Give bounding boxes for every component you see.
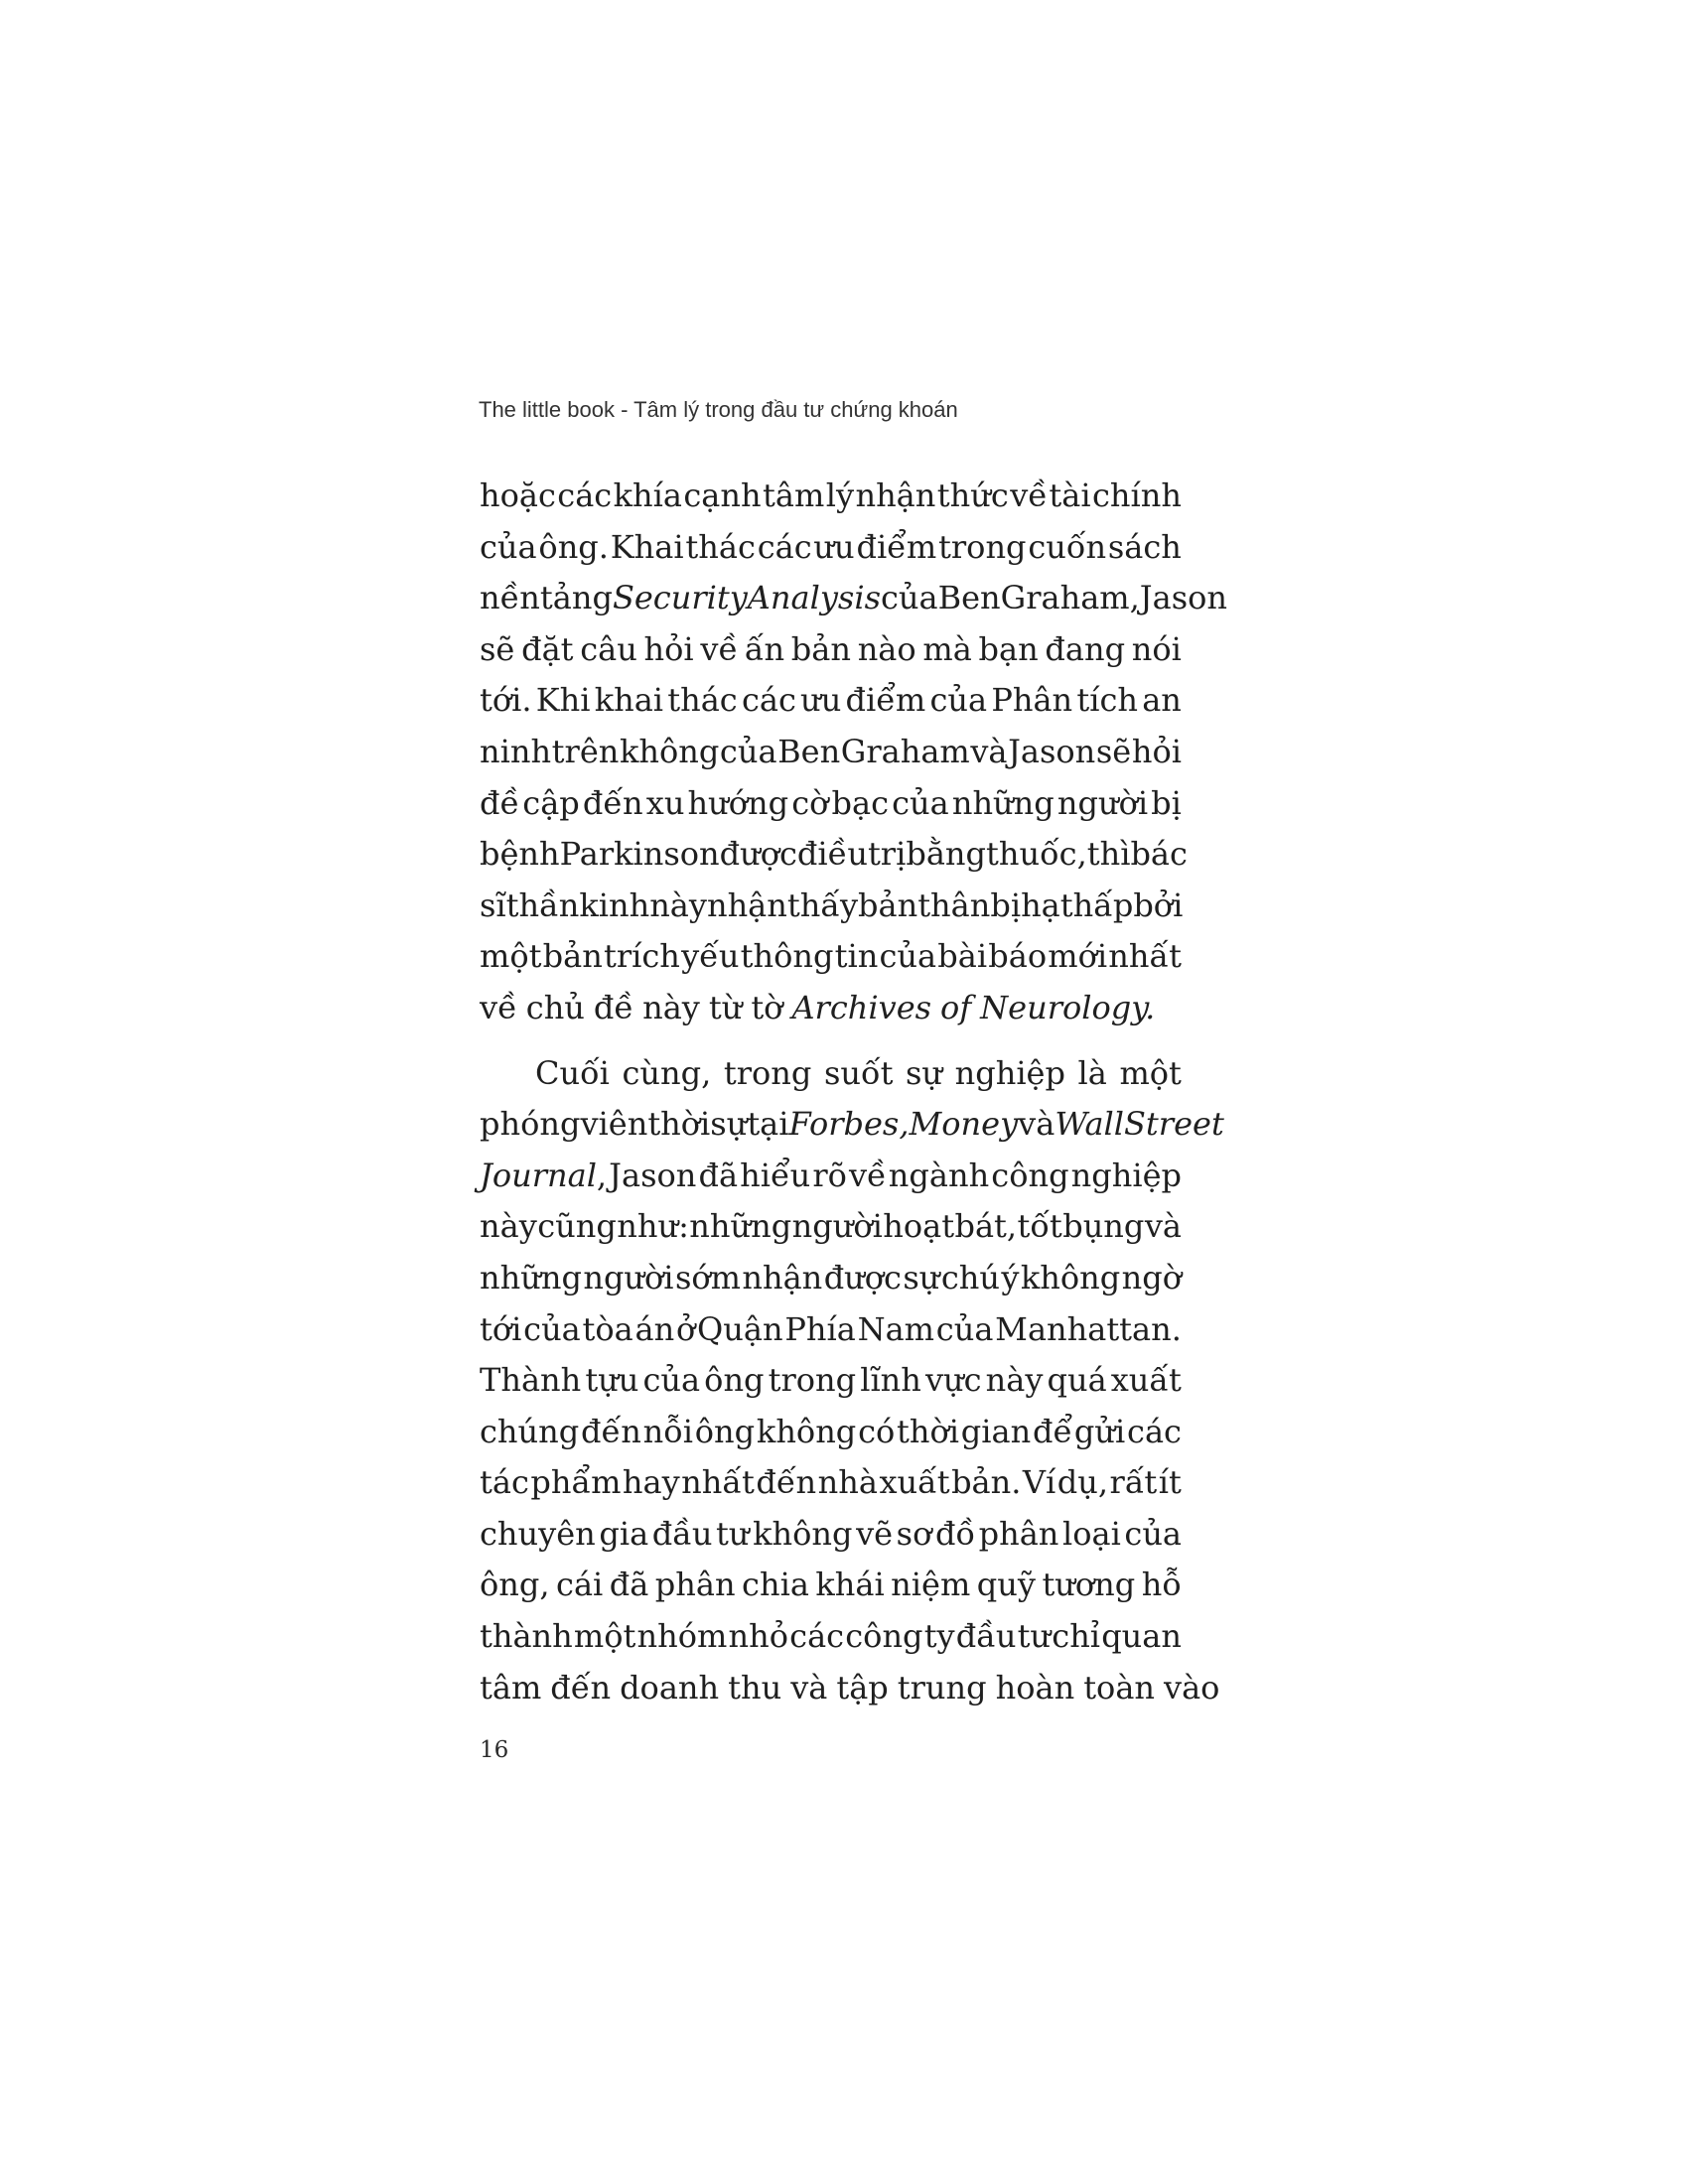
word: đã bbox=[698, 1156, 739, 1194]
body-text bbox=[480, 471, 1227, 1713]
word: , bbox=[596, 1156, 608, 1194]
word: này bbox=[480, 1207, 537, 1246]
word: và bbox=[970, 732, 1008, 770]
word: bị bbox=[990, 886, 1022, 924]
word: tảng bbox=[539, 579, 613, 617]
word: bị bbox=[1151, 783, 1182, 822]
word: ít bbox=[1158, 1463, 1182, 1502]
word: khai bbox=[594, 681, 664, 720]
word: này bbox=[649, 886, 707, 924]
word: của bbox=[880, 579, 938, 617]
word: nỗi bbox=[642, 1412, 693, 1450]
word: vực bbox=[924, 1361, 982, 1400]
word: nhất bbox=[1108, 937, 1182, 976]
text-line bbox=[480, 1304, 1182, 1356]
word: đầu bbox=[651, 1514, 713, 1553]
word: được bbox=[719, 835, 797, 874]
word: bằng bbox=[906, 835, 986, 874]
word: sẽ bbox=[480, 629, 515, 668]
word: tựu bbox=[585, 1361, 639, 1400]
word: ty bbox=[923, 1617, 955, 1656]
word: Ví bbox=[1022, 1463, 1056, 1502]
word: hỏi bbox=[643, 629, 694, 668]
word: tới bbox=[480, 1309, 522, 1348]
word: trong bbox=[938, 527, 1027, 566]
word: phân bbox=[654, 1566, 736, 1604]
word: thác bbox=[685, 527, 756, 566]
word: lĩnh bbox=[860, 1361, 921, 1400]
word: nhất bbox=[681, 1463, 755, 1502]
word: quan bbox=[1101, 1617, 1182, 1656]
word: đến bbox=[582, 783, 643, 822]
word: nghiệp bbox=[1070, 1156, 1182, 1194]
word: xuất bbox=[1110, 1361, 1182, 1400]
word: Parkinson bbox=[559, 835, 720, 874]
word: hoạt bbox=[883, 1207, 955, 1246]
word: bệnh bbox=[480, 835, 560, 874]
word: sách bbox=[1107, 527, 1182, 566]
word: ninh bbox=[480, 732, 552, 770]
word: ưu bbox=[813, 527, 855, 566]
text-line bbox=[480, 1355, 1182, 1407]
text-line bbox=[480, 1048, 1182, 1100]
word: câu bbox=[580, 629, 637, 668]
text-line bbox=[480, 931, 1182, 983]
word: vào bbox=[1164, 1668, 1220, 1706]
word: quá bbox=[1047, 1361, 1107, 1400]
word: suốt bbox=[823, 1053, 894, 1092]
word: bản bbox=[858, 886, 918, 924]
word: những bbox=[951, 783, 1055, 822]
word: nhận bbox=[742, 1258, 823, 1297]
word: chỉ bbox=[1052, 1617, 1101, 1656]
word: bạc bbox=[831, 783, 889, 822]
word: vẽ bbox=[856, 1514, 894, 1553]
word: đầu bbox=[955, 1617, 1017, 1656]
word: cờ bbox=[791, 783, 829, 822]
paragraph bbox=[480, 471, 1227, 1034]
text-line bbox=[480, 778, 1182, 830]
text-line bbox=[480, 471, 1182, 522]
italic-word: Security bbox=[612, 579, 748, 617]
word: bạn bbox=[978, 629, 1039, 668]
word: bác bbox=[1130, 835, 1188, 874]
word: các bbox=[1127, 1412, 1182, 1450]
word: hoặc bbox=[480, 477, 556, 514]
word: nhỏ bbox=[728, 1617, 789, 1656]
word: hiểu bbox=[740, 1156, 811, 1194]
text-line bbox=[480, 1611, 1182, 1663]
word: không bbox=[756, 1412, 857, 1450]
word: cái bbox=[556, 1566, 604, 1604]
word: trong bbox=[768, 1361, 857, 1400]
word: người bbox=[791, 1207, 883, 1246]
word: dụ, bbox=[1056, 1463, 1109, 1502]
paragraph-gap bbox=[480, 1034, 1182, 1048]
word-group bbox=[480, 1151, 607, 1202]
word: án bbox=[634, 1309, 675, 1348]
word: Manhattan. bbox=[995, 1309, 1182, 1348]
word: các bbox=[757, 527, 812, 566]
word: các bbox=[789, 1617, 845, 1656]
word: Phía bbox=[784, 1309, 856, 1348]
word: doanh bbox=[620, 1668, 720, 1706]
text-line bbox=[480, 1201, 1182, 1253]
word: hay bbox=[622, 1463, 680, 1502]
word: này bbox=[642, 988, 700, 1026]
word: thuốc, bbox=[985, 835, 1087, 874]
word: bụng bbox=[1062, 1207, 1145, 1246]
word: tác bbox=[480, 1463, 529, 1502]
word: thấp bbox=[1059, 886, 1134, 924]
word: Graham, bbox=[1000, 579, 1140, 617]
word: phóng bbox=[480, 1105, 581, 1144]
word: chuyên bbox=[480, 1514, 596, 1553]
text-line bbox=[480, 1560, 1182, 1611]
word: Nam bbox=[857, 1309, 934, 1348]
word: khái bbox=[815, 1566, 885, 1604]
word: tương bbox=[1042, 1566, 1136, 1604]
word: hỏi bbox=[1131, 732, 1182, 770]
word: người bbox=[1056, 783, 1149, 822]
italic-word: Neurology. bbox=[980, 988, 1156, 1026]
word: chủ bbox=[525, 988, 585, 1026]
word: đề bbox=[480, 783, 520, 822]
word: chính bbox=[1091, 477, 1182, 514]
word: rất bbox=[1109, 1463, 1158, 1502]
word: nhận bbox=[855, 477, 936, 514]
word: điều bbox=[796, 835, 868, 874]
word: mới bbox=[1048, 937, 1108, 976]
word: thu bbox=[728, 1668, 782, 1706]
word: tích bbox=[1076, 681, 1138, 720]
word: của bbox=[523, 1309, 581, 1348]
word: được bbox=[823, 1258, 902, 1297]
word: cạnh bbox=[683, 477, 762, 514]
word: người bbox=[583, 1258, 674, 1297]
running-head: The little book - Tâm lý trong đầu tư chứng khoán bbox=[479, 397, 958, 422]
word: Graham bbox=[840, 732, 970, 770]
word: điểm bbox=[856, 527, 937, 566]
paragraph bbox=[480, 1048, 1224, 1714]
text-line bbox=[480, 727, 1182, 778]
word: trị bbox=[867, 835, 907, 874]
word: tốt bbox=[1017, 1207, 1062, 1246]
word: một bbox=[573, 1617, 636, 1656]
word: yếu bbox=[681, 937, 740, 976]
word: ý bbox=[1001, 1258, 1020, 1297]
word: cập bbox=[522, 783, 580, 822]
word: hướng bbox=[687, 783, 789, 822]
word: tờ bbox=[751, 988, 783, 1026]
word: hạ bbox=[1021, 886, 1060, 924]
word: tư bbox=[1017, 1617, 1052, 1656]
word: tới. bbox=[480, 681, 532, 720]
word: xuất bbox=[879, 1463, 950, 1502]
word: nghiệp bbox=[954, 1053, 1065, 1092]
word: đang bbox=[1045, 629, 1126, 668]
word: bản bbox=[790, 629, 851, 668]
word: của bbox=[1124, 1514, 1182, 1553]
word: bởi bbox=[1133, 886, 1184, 924]
word: tâm bbox=[480, 1668, 542, 1706]
word: không bbox=[753, 1514, 853, 1553]
word: nhà bbox=[817, 1463, 878, 1502]
word: ông bbox=[694, 1412, 756, 1450]
text-line bbox=[480, 881, 1182, 932]
italic-word: Wall bbox=[1055, 1105, 1124, 1144]
word: thời bbox=[647, 1105, 711, 1144]
word: Cuối bbox=[535, 1053, 610, 1092]
word: nhận bbox=[706, 886, 787, 924]
word: cũng bbox=[537, 1207, 617, 1246]
word: xu bbox=[645, 783, 685, 822]
word: loại bbox=[1061, 1514, 1121, 1553]
word: đến bbox=[550, 1668, 612, 1706]
word: lý bbox=[825, 477, 855, 514]
word: toàn bbox=[1083, 1668, 1155, 1706]
word: gia bbox=[599, 1514, 649, 1553]
text-line bbox=[480, 1151, 1182, 1202]
word: hỗ bbox=[1141, 1566, 1182, 1604]
word: thông bbox=[740, 937, 834, 976]
text-line bbox=[480, 983, 1182, 1034]
word: tòa bbox=[582, 1309, 633, 1348]
word: của bbox=[642, 1361, 701, 1400]
word: tin bbox=[834, 937, 879, 976]
word: sự bbox=[903, 1258, 940, 1297]
word: các bbox=[557, 477, 613, 514]
word: cùng, bbox=[622, 1053, 712, 1092]
word: tại bbox=[747, 1105, 789, 1144]
word: đồ bbox=[934, 1514, 976, 1553]
word: hoàn bbox=[995, 1668, 1075, 1706]
text-line bbox=[480, 522, 1182, 574]
word: và bbox=[790, 1668, 828, 1706]
word: của bbox=[719, 732, 777, 770]
word: thác bbox=[667, 681, 738, 720]
word: trích bbox=[603, 937, 680, 976]
word: điểm bbox=[845, 681, 926, 720]
word: Quận bbox=[697, 1309, 783, 1348]
word: từ bbox=[708, 988, 743, 1026]
word: cuốn bbox=[1028, 527, 1107, 566]
word: báo bbox=[988, 937, 1048, 976]
word: nền bbox=[480, 579, 540, 617]
word: rõ bbox=[812, 1156, 847, 1194]
word: thần bbox=[505, 886, 580, 924]
word: chú bbox=[940, 1258, 1000, 1297]
word: Ben bbox=[937, 579, 1001, 617]
word: khía bbox=[613, 477, 682, 514]
word: thì bbox=[1086, 835, 1131, 874]
word: thấy bbox=[786, 886, 859, 924]
text-line bbox=[480, 1457, 1182, 1509]
word: và bbox=[1144, 1207, 1182, 1246]
text-line bbox=[480, 573, 1227, 624]
word: ở bbox=[675, 1309, 696, 1348]
word: viên bbox=[580, 1105, 648, 1144]
word: về bbox=[480, 988, 517, 1026]
text-line bbox=[480, 1099, 1224, 1151]
word: Khi bbox=[535, 681, 591, 720]
word: nhóm bbox=[636, 1617, 728, 1656]
italic-word: Analysis bbox=[747, 579, 881, 617]
word: kinh bbox=[579, 886, 650, 924]
word: sự bbox=[710, 1105, 748, 1144]
word: là bbox=[1077, 1053, 1107, 1092]
italic-word: Money bbox=[909, 1105, 1019, 1144]
word: an bbox=[1142, 681, 1182, 720]
word: ngờ bbox=[1121, 1258, 1182, 1297]
word: như: bbox=[617, 1207, 689, 1246]
word: bài bbox=[937, 937, 988, 976]
word: các bbox=[741, 681, 796, 720]
word: niệm bbox=[891, 1566, 971, 1604]
word: không bbox=[1020, 1258, 1121, 1297]
word: đến bbox=[756, 1463, 817, 1502]
text-line bbox=[480, 1663, 1220, 1714]
word: bản bbox=[542, 937, 603, 976]
word: Thành bbox=[480, 1361, 582, 1400]
italic-word: of bbox=[940, 988, 972, 1026]
italic-word: Forbes, bbox=[788, 1105, 910, 1144]
word: này bbox=[985, 1361, 1044, 1400]
word: chia bbox=[742, 1566, 809, 1604]
word: tập bbox=[836, 1668, 889, 1706]
word: của bbox=[480, 527, 537, 566]
word: của bbox=[879, 937, 937, 976]
word: quỹ bbox=[976, 1566, 1036, 1604]
word: gửi bbox=[1073, 1412, 1126, 1450]
text-line bbox=[480, 1407, 1182, 1458]
word: công bbox=[845, 1617, 923, 1656]
word: phân bbox=[978, 1514, 1059, 1553]
word: một bbox=[1119, 1053, 1182, 1092]
text-line bbox=[480, 829, 1188, 881]
word: những bbox=[480, 1258, 582, 1297]
word: về bbox=[700, 629, 739, 668]
word: trong bbox=[723, 1053, 812, 1092]
italic-word: Street bbox=[1123, 1105, 1224, 1144]
word: đặt bbox=[521, 629, 574, 668]
text-line bbox=[480, 1509, 1182, 1561]
word: trên bbox=[551, 732, 620, 770]
italic-word: Archives bbox=[791, 988, 932, 1026]
word: phẩm bbox=[530, 1463, 622, 1502]
word: không bbox=[619, 732, 720, 770]
page-number: 16 bbox=[480, 1737, 509, 1763]
word: ấn bbox=[744, 629, 785, 668]
word: bát, bbox=[954, 1207, 1018, 1246]
word: đã bbox=[609, 1566, 649, 1604]
text-line bbox=[480, 624, 1182, 676]
text-line bbox=[480, 675, 1182, 727]
word: ông bbox=[704, 1361, 765, 1400]
word: để bbox=[1032, 1412, 1073, 1450]
word: thức bbox=[936, 477, 1009, 514]
word: tư bbox=[716, 1514, 750, 1553]
text-line bbox=[480, 1253, 1182, 1304]
word: đề bbox=[593, 988, 634, 1026]
word: Jason bbox=[1139, 579, 1227, 617]
word: Phân bbox=[991, 681, 1073, 720]
word: sơ bbox=[896, 1514, 932, 1553]
word: sớm bbox=[674, 1258, 741, 1297]
word: Ben bbox=[777, 732, 841, 770]
word: nói bbox=[1131, 629, 1182, 668]
word: mà bbox=[922, 629, 972, 668]
word: của bbox=[929, 681, 988, 720]
word: ngành bbox=[888, 1156, 990, 1194]
word: nào bbox=[857, 629, 916, 668]
word: tâm bbox=[763, 477, 825, 514]
word: thời bbox=[897, 1412, 959, 1450]
word: thành bbox=[480, 1617, 573, 1656]
word: về bbox=[1010, 477, 1048, 514]
word: sẽ bbox=[1095, 732, 1132, 770]
word: của bbox=[892, 783, 949, 822]
word: có bbox=[858, 1412, 896, 1450]
word: Jason bbox=[609, 1156, 697, 1194]
word: công bbox=[991, 1156, 1069, 1194]
word: ưu bbox=[800, 681, 842, 720]
word: sự bbox=[906, 1053, 943, 1092]
word: sĩ bbox=[480, 886, 506, 924]
word: của bbox=[935, 1309, 994, 1348]
word: ông, bbox=[480, 1566, 550, 1604]
word: tài bbox=[1049, 477, 1091, 514]
word: bản. bbox=[951, 1463, 1022, 1502]
word: về bbox=[848, 1156, 887, 1194]
word: ông. bbox=[538, 527, 609, 566]
word: Khai bbox=[610, 527, 684, 566]
word: những bbox=[689, 1207, 792, 1246]
word: đến bbox=[581, 1412, 641, 1450]
italic-word: Journal bbox=[480, 1156, 597, 1194]
word: chúng bbox=[480, 1412, 580, 1450]
word: gian bbox=[960, 1412, 1032, 1450]
word: một bbox=[480, 937, 542, 976]
word: Jason bbox=[1008, 732, 1096, 770]
word: trung bbox=[897, 1668, 987, 1706]
word: và bbox=[1018, 1105, 1055, 1144]
word: thân bbox=[917, 886, 991, 924]
